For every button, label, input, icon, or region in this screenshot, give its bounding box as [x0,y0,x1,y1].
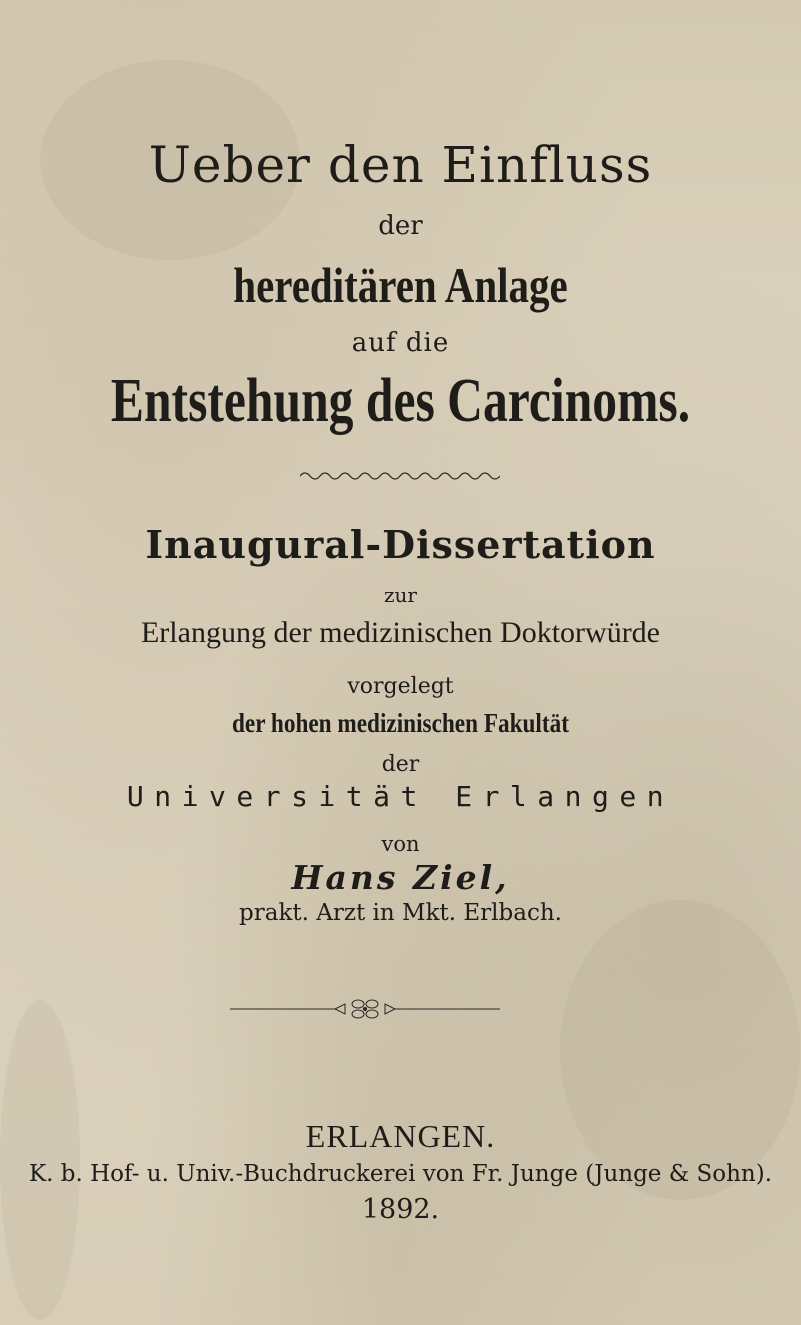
imprint-year: 1892. [361,1194,440,1225]
title-line-4: auf die [351,328,450,358]
von-text: von [381,832,420,856]
imprint-place: ERLANGEN. [305,1118,496,1154]
dissertation-heading: Inaugural-Dissertation [145,522,656,567]
title-line-3: hereditären Anlage [233,257,568,313]
title-line-2: der [378,211,423,241]
author-name: Hans Ziel, [291,858,510,897]
vorgelegt-text: vorgelegt [347,674,454,699]
title-line-5: Entstehung des Carcinoms. [110,367,691,435]
ornament-divider [230,996,500,1022]
title-line-1: Ueber den Einfluss [148,136,653,194]
der-text: der [381,752,420,777]
author-title: prakt. Arzt in Mkt. Erlbach. [239,900,562,926]
wavy-divider [300,468,500,482]
university-text: Universität Erlangen [126,780,675,813]
paper-stain [560,900,800,1200]
erlangung-text: Erlangung der medizinischen Doktorwürde [140,616,660,649]
paper-stain [0,1000,80,1320]
faculty-text: der hohen medizinischen Fakultät [232,708,569,738]
imprint-printer: K. b. Hof- u. Univ.-Buchdruckerei von Fr. Junge (Junge & Sohn). [28,1161,773,1187]
zur-text: zur [384,583,417,607]
